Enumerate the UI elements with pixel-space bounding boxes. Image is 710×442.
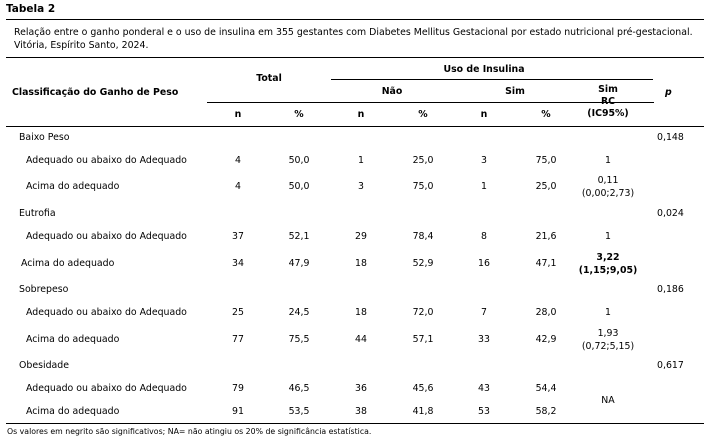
header-sim-rc-3: (IC95%) [587, 108, 629, 119]
header-nao: Não [381, 86, 403, 97]
header-bottom-rule [6, 126, 704, 127]
cell-rc: 1 [605, 155, 611, 166]
header-p: p [665, 87, 672, 98]
row-label: Adequado ou abaixo do Adequado [26, 155, 187, 166]
cell-total-pct: 50,0 [288, 155, 310, 166]
group-p: 0,024 [657, 208, 684, 219]
header-uso-insulina: Uso de Insulina [443, 64, 525, 75]
cell-nao-pct: 41,8 [412, 406, 434, 417]
cell-total-pct: 24,5 [288, 307, 310, 318]
cell-rc-na: NA [601, 395, 615, 406]
table-label: Tabela 2 [6, 3, 56, 15]
cell-nao-pct: 57,1 [412, 334, 434, 345]
cell-nao-n: 38 [355, 406, 367, 417]
title-rule [6, 19, 704, 20]
cell-total-n: 34 [232, 258, 244, 269]
cell-sim-n: 53 [478, 406, 490, 417]
cell-total-n: 79 [232, 383, 244, 394]
cell-ic: (0,72;5,15) [581, 341, 635, 352]
cell-ic-significant: (1,15;9,05) [578, 265, 638, 276]
cell-total-pct: 52,1 [288, 231, 310, 242]
header-sim-rc-2: RC [600, 96, 616, 107]
cell-rc: 1,93 [597, 328, 619, 339]
row-label: Acima do adequado [26, 334, 120, 345]
cell-total-n: 91 [232, 406, 244, 417]
group-p: 0,617 [657, 360, 684, 371]
cell-nao-n: 3 [358, 181, 364, 192]
header-nao-n: n [357, 109, 365, 120]
cell-sim-n: 33 [478, 334, 490, 345]
table-bottom-rule [6, 423, 704, 424]
cell-rc-significant: 3,22 [596, 252, 620, 263]
cell-rc: 1 [605, 231, 611, 242]
cell-nao-n: 18 [355, 258, 367, 269]
header-top-rule [6, 57, 704, 58]
row-label: Adequado ou abaixo do Adequado [26, 231, 187, 242]
table-caption-line2: Vitória, Espírito Santo, 2024. [14, 40, 149, 51]
cell-sim-pct: 25,0 [535, 181, 557, 192]
cell-rc: 1 [605, 307, 611, 318]
cell-nao-n: 44 [355, 334, 367, 345]
cell-sim-n: 8 [481, 231, 487, 242]
header-sim: Sim [505, 86, 525, 97]
row-label: Adequado ou abaixo do Adequado [26, 307, 187, 318]
header-sim-pct: % [541, 109, 551, 120]
cell-nao-pct: 25,0 [412, 155, 434, 166]
cell-total-n: 4 [235, 155, 241, 166]
header-sim-n: n [480, 109, 488, 120]
cell-sim-n: 43 [478, 383, 490, 394]
group-p: 0,186 [657, 284, 684, 295]
cell-nao-pct: 45,6 [412, 383, 434, 394]
cell-nao-pct: 72,0 [412, 307, 434, 318]
header-total: Total [256, 73, 282, 84]
cell-nao-pct: 78,4 [412, 231, 434, 242]
table-footnote: Os valores em negrito são significativos; NA= não atingiu os 20% de significância estatística. [7, 427, 372, 436]
cell-total-n: 77 [232, 334, 244, 345]
cell-sim-n: 7 [481, 307, 487, 318]
row-label: Acima do adequado [26, 406, 120, 417]
uso-insulina-rule [331, 79, 653, 80]
cell-sim-pct: 75,0 [535, 155, 557, 166]
cell-sim-n: 16 [478, 258, 490, 269]
cell-nao-pct: 75,0 [412, 181, 434, 192]
header-total-n: n [234, 109, 242, 120]
cell-sim-n: 1 [481, 181, 487, 192]
group-p: 0,148 [657, 132, 684, 143]
group-name: Obesidade [19, 360, 70, 371]
cell-total-pct: 53,5 [288, 406, 310, 417]
cell-nao-n: 18 [355, 307, 367, 318]
cell-sim-pct: 28,0 [535, 307, 557, 318]
cell-sim-n: 3 [481, 155, 487, 166]
group-name: Sobrepeso [19, 284, 69, 295]
cell-total-n: 25 [232, 307, 244, 318]
cell-nao-pct: 52,9 [412, 258, 434, 269]
cell-sim-pct: 21,6 [535, 231, 557, 242]
group-name: Eutrofia [19, 208, 56, 219]
cell-sim-pct: 54,4 [535, 383, 557, 394]
cell-total-pct: 75,5 [288, 334, 310, 345]
table-caption-line1: Relação entre o ganho ponderal e o uso de insulina em 355 gestantes com Diabetes Mellitus Gestacional por estado nutricional pré-gestacional. [14, 27, 693, 38]
cell-sim-pct: 47,1 [535, 258, 557, 269]
cell-total-n: 37 [232, 231, 244, 242]
cell-nao-n: 29 [355, 231, 367, 242]
header-nao-pct: % [418, 109, 428, 120]
cell-sim-pct: 42,9 [535, 334, 557, 345]
cell-total-pct: 47,9 [288, 258, 310, 269]
cell-nao-n: 36 [355, 383, 367, 394]
header-classificacao: Classificação do Ganho de Peso [12, 87, 179, 98]
header-sim-rc-1: Sim [598, 84, 618, 95]
row-label: Adequado ou abaixo do Adequado [26, 383, 187, 394]
group-name: Baixo Peso [19, 132, 70, 143]
cell-rc: 0,11 [597, 175, 619, 186]
cell-sim-pct: 58,2 [535, 406, 557, 417]
subheader-rule [207, 102, 654, 103]
cell-total-n: 4 [235, 181, 241, 192]
cell-total-pct: 50,0 [288, 181, 310, 192]
cell-nao-n: 1 [358, 155, 364, 166]
cell-total-pct: 46,5 [288, 383, 310, 394]
row-label: Acima do adequado [21, 258, 115, 269]
header-total-pct: % [294, 109, 304, 120]
cell-ic: (0,00;2,73) [581, 188, 635, 199]
row-label: Acima do adequado [26, 181, 120, 192]
